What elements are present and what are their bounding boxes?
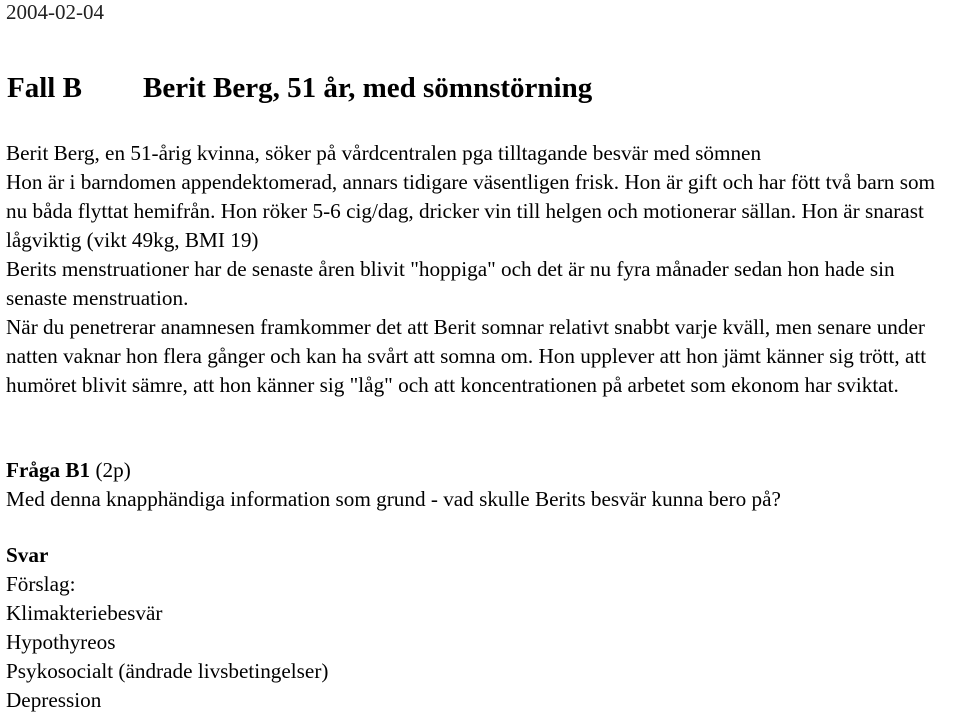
history-paragraph-1: Berit Berg, en 51-årig kvinna, söker på vårdcentralen pga tilltagande besvär med sömnen <box>6 141 762 165</box>
answer-block <box>6 541 958 715</box>
answer-intro: Förslag: <box>6 572 76 596</box>
case-title-row <box>7 71 592 105</box>
case-history <box>6 139 958 400</box>
history-paragraph-4: När du penetrerar anamnesen framkommer det att Berit somnar relativt snabbt varje kväll, men senare under natten vaknar hon flera gånger och kan ha svårt att somna om. Hon upplever att hon jämt känner sig trött, att humöret blivit sämre, att hon känner sig "låg" och att koncentrationen på arbetet som ekonom har sviktat. <box>6 315 927 397</box>
case-title: Berit Berg, 51 år, med sömnstörning <box>143 72 593 104</box>
question-block <box>6 456 958 514</box>
answer-item-4: Depression <box>6 688 102 712</box>
question-label: Fråga B1 <box>6 458 91 482</box>
answer-item-2: Hypothyreos <box>6 630 116 654</box>
question-points: (2p) <box>95 458 131 482</box>
date-header: 2004-02-04 <box>6 0 104 24</box>
history-paragraph-3: Berits menstruationer har de senaste åren blivit "hoppiga" och det är nu fyra månader sedan hon hade sin senaste menstruation. <box>6 257 895 310</box>
case-label: Fall B <box>7 72 82 104</box>
history-paragraph-2: Hon är i barndomen appendektomerad, annars tidigare väsentligen frisk. Hon är gift och har fött två barn som nu båda flyttat hemifrån. Hon röker 5-6 cig/dag, dricker vin till helgen och motionerar sällan. Hon är snarast lågviktig (vikt 49kg, BMI 19) <box>6 170 936 252</box>
answer-item-1: Klimakteriebesvär <box>6 601 163 625</box>
question-text: Med denna knapphändiga information som grund - vad skulle Berits besvär kunna bero på? <box>6 487 781 511</box>
answer-item-3: Psykosocialt (ändrade livsbetingelser) <box>6 659 329 683</box>
answer-list <box>6 599 958 715</box>
question-heading <box>6 456 958 485</box>
answer-heading: Svar <box>6 543 49 567</box>
